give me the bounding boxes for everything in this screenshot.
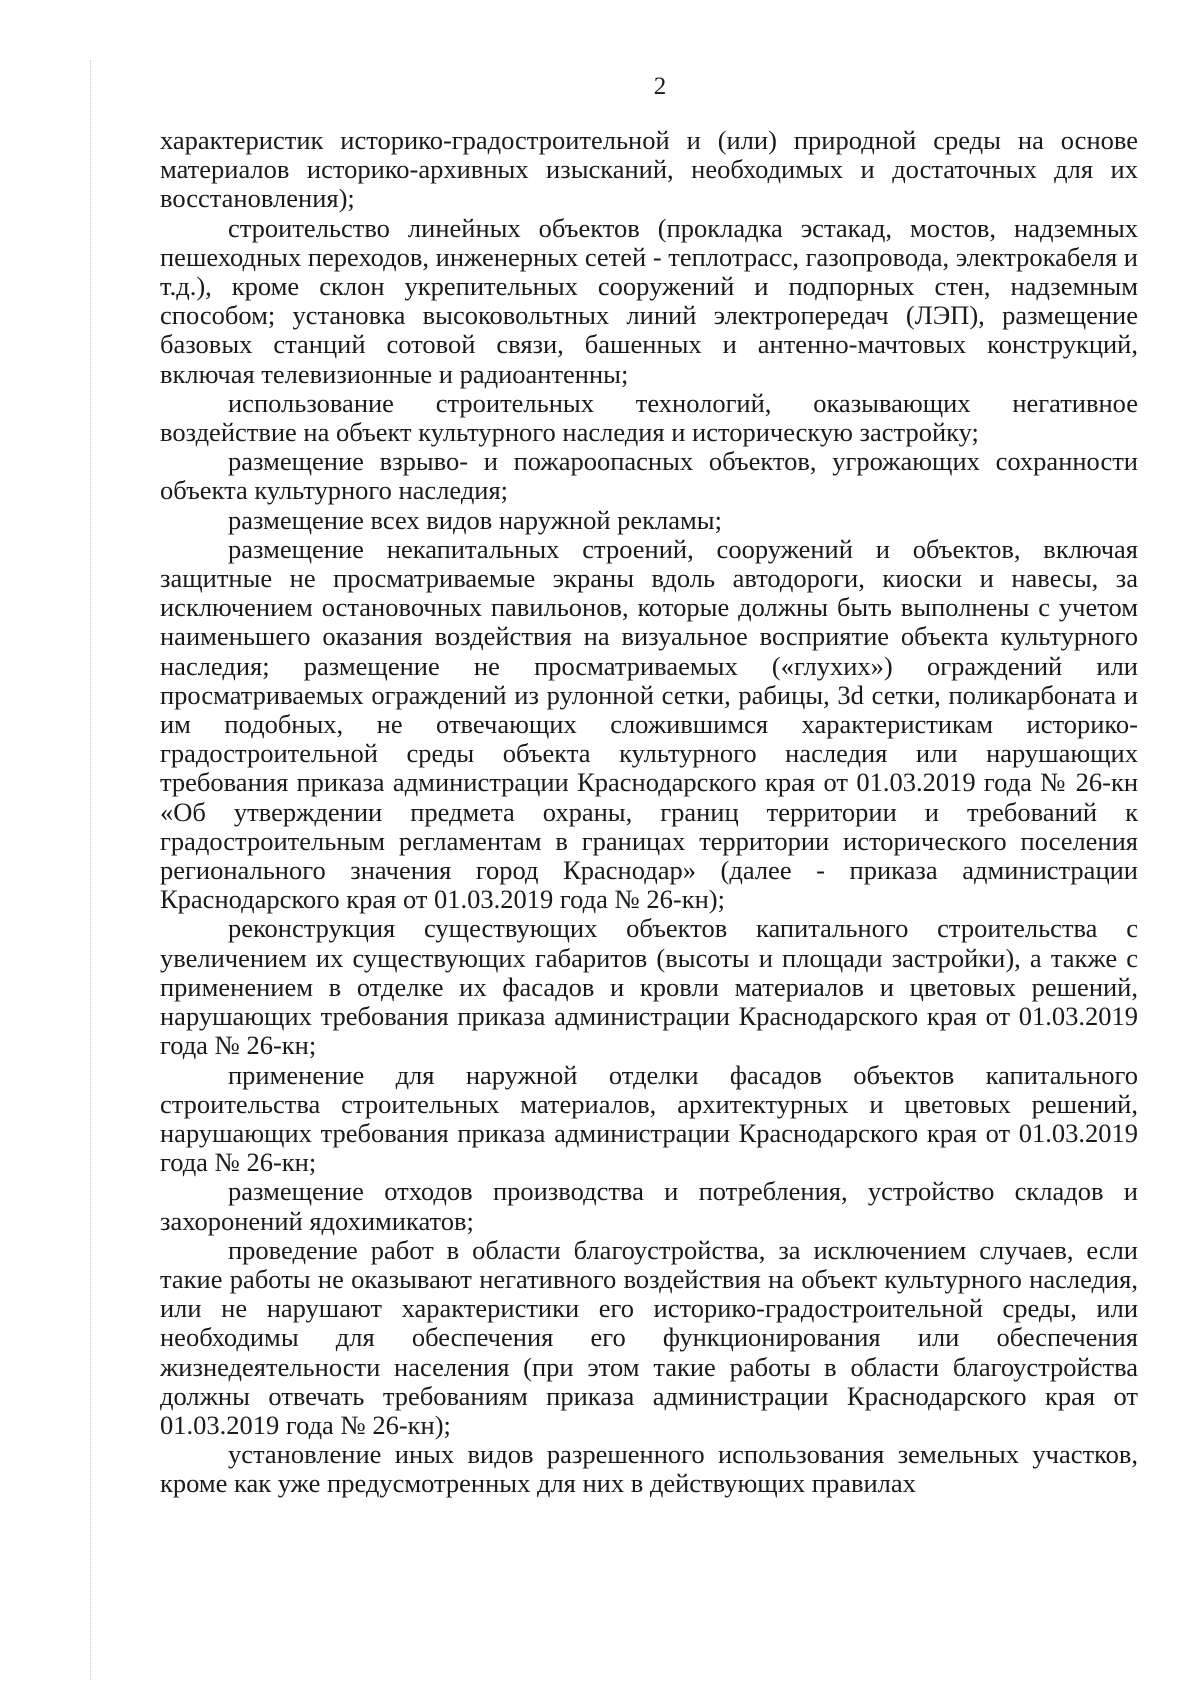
paragraph-landscaping-works: проведение работ в области благоустройства, за исключением случаев, если такие работы не оказывают негативного воздействия на объект культурного наследия, или не нарушают характеристики его историко-градостроительной среды, или необходимы для обеспечения его функционирования или обеспечения жизнедеятельности населения (при этом такие работы в области благоустройства должны отвечать требованиям приказа администрации Краснодарского края от 01.03.2019 года № 26-кн); [160, 1234, 1138, 1440]
paragraph-reconstruction: реконструкция существующих объектов капитального строительства с увеличением их существующих габаритов (высоты и площади застройки), а также с применением в отделке их фасадов и кровли материалов и цветовых решений, нарушающих требования приказа администрации Краснодарского края от 01.03.2019 года № 26-кн; [160, 913, 1138, 1061]
paragraph-land-use-types: установление иных видов разрешенного использования земельных участков, кроме как уже предусмотренных для них в действующих правилах [160, 1439, 1138, 1499]
paragraph-linear-objects: строительство линейных объектов (прокладка эстакад, мостов, надземных пешеходных переходов, инженерных сетей - теплотрасс, газопровода, электрокабеля и т.д.), кроме склон укрепительных сооружений и подпорных стен, надземным способом; установка высоковольтных линий электропередач (ЛЭП), размещение базовых станций сотовой связи, башенных и антенно-мачтовых конструкций, включая телевизионные и радиоантенны; [160, 212, 1138, 389]
paragraph-explosive-objects: размещение взрыво- и пожароопасных объектов, угрожающих сохранности объекта культурного наследия; [160, 446, 1138, 506]
page-number: 2 [653, 73, 667, 100]
document-body [160, 126, 1138, 1499]
paragraph-continuation: характеристик историко-градостроительной и (или) природной среды на основе материалов историко-архивных изысканий, необходимых и достаточных для их восстановления); [160, 125, 1138, 214]
paragraph-waste-placement: размещение отходов производства и потребления, устройство складов и захоронений ядохимикатов; [160, 1176, 1138, 1236]
paragraph-facade-finishing: применение для наружной отделки фасадов объектов капитального строительства строительных материалов, архитектурных и цветовых решений, нарушающих требования приказа администрации Краснодарского края от 01.03.2019 года № 26-кн; [160, 1059, 1138, 1178]
paragraph-outdoor-advertising: размещение всех видов наружной рекламы; [228, 504, 722, 535]
scan-edge-line [90, 60, 91, 1680]
paragraph-non-capital-structures: размещение некапитальных строений, сооружений и объектов, включая защитные не просматриваемые экраны вдоль автодороги, киоски и навесы, за исключением остановочных павильонов, которые должны быть выполнены с учетом наименьшего оказания воздействия на визуальное восприятие объекта культурного наследия; размещение не просматриваемых («глухих») ограждений или просматриваемых ограждений из рулонной сетки, рабицы, 3d сетки, поликарбоната и им подобных, не отвечающих сложившимся характеристикам историко-градостроительной среды объекта культурного наследия или нарушающих требования приказа администрации Краснодарского края от 01.03.2019 года № 26-кн «Об утверждении предмета охраны, границ территории и требований к градостроительным регламентам в границах территории исторического поселения регионального значения город Краснодар» (далее - приказа администрации Краснодарского края от 01.03.2019 года № 26-кн); [160, 533, 1138, 915]
paragraph-construction-technologies: использование строительных технологий, оказывающих негативное воздействие на объект культурного наследия и историческую застройку; [160, 387, 1138, 448]
